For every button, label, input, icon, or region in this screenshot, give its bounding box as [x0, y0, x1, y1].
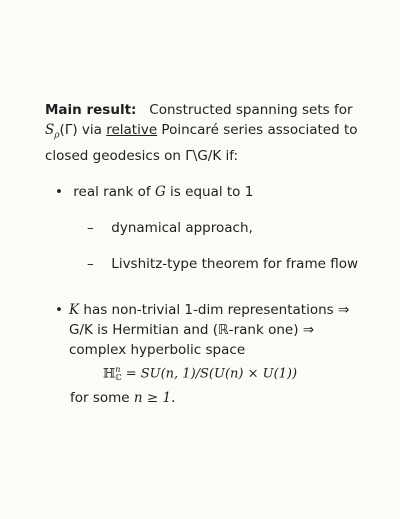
bullet-text-a: real rank of	[73, 184, 155, 200]
subitem-dynamical	[87, 218, 253, 238]
main-result-line2: Poincaré series associated to	[157, 122, 358, 138]
bullet-icon: •	[55, 184, 63, 200]
subitem-text: dynamical approach,	[111, 220, 253, 236]
equation-rhs: = SU(n, 1)/S(U(n) × U(1))	[121, 366, 298, 382]
bullet-var-k: K	[69, 302, 80, 318]
main-result-line3: closed geodesics on Γ\G/K if:	[45, 147, 239, 164]
subitem-text: Livshitz-type theorem for frame flow	[111, 256, 358, 272]
via-text: via	[77, 122, 107, 138]
footer-text: for some	[70, 390, 134, 406]
equation-lhs: ℍ	[102, 366, 116, 382]
equation	[0, 366, 400, 382]
bullet-item-k	[55, 300, 375, 360]
bullet-var-g: G	[154, 184, 166, 200]
equation-lhs-sup: n	[115, 365, 121, 374]
bullet-text-b: is equal to 1	[165, 184, 254, 200]
main-result-line1: Constructed spanning sets for	[149, 102, 353, 118]
bullet-icon: •	[55, 302, 63, 318]
dash-icon: –	[87, 256, 94, 272]
sp-symbol: S	[45, 122, 55, 138]
dash-icon: –	[87, 220, 94, 236]
bullet-k-line1: has non-trivial 1-dim representations ⇒	[79, 302, 350, 318]
subitem-livshitz	[87, 254, 358, 274]
bullet-k-line3: complex hyperbolic space	[69, 342, 246, 358]
footer-line	[70, 388, 175, 408]
bullet-item-rank	[55, 182, 253, 202]
bullet-k-line2: G/K is Hermitian and (ℝ-rank one) ⇒	[69, 322, 315, 338]
sp-subscript: ρ	[54, 130, 60, 141]
sp-argument: (Γ)	[59, 122, 78, 138]
equation-lhs-sub: ℂ	[115, 373, 122, 382]
main-result-label: Main result:	[45, 102, 137, 118]
footer-condition: n ≥ 1.	[133, 390, 176, 406]
relative-word: relative	[106, 122, 158, 138]
main-result-paragraph	[45, 100, 375, 166]
